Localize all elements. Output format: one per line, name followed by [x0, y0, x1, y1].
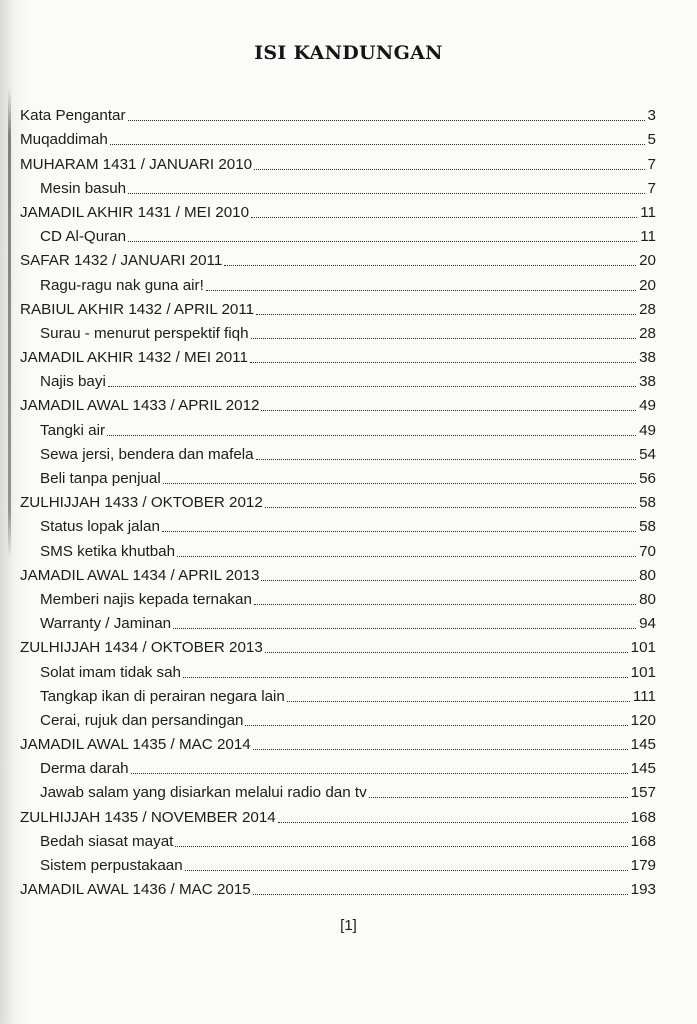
toc-entry-page: 120 — [630, 711, 656, 729]
dot-leader — [131, 773, 628, 774]
toc-entry-page: 101 — [630, 663, 656, 681]
toc-entry-page: 58 — [639, 494, 656, 512]
toc-entry-title: Beli tanpa penjual — [40, 470, 161, 487]
toc-subentry — [20, 536, 656, 560]
toc-entry-title: SMS ketika khutbah — [40, 542, 176, 560]
page-number: [1] — [340, 917, 357, 934]
dot-leader — [265, 652, 628, 653]
toc-subentry — [20, 512, 656, 536]
toc-subentry — [20, 270, 656, 294]
toc-subentry — [20, 706, 656, 730]
toc-subentry — [20, 754, 656, 778]
toc-entry-title: ZULHIJJAH 1435 / NOVEMBER 2014 — [20, 808, 276, 826]
toc-entry-page: 58 — [639, 518, 656, 536]
toc-subentry — [20, 464, 656, 488]
toc-entry-title: ZULHIJJAH 1433 / OKTOBER 2012 — [20, 494, 263, 512]
toc-section-entry — [20, 295, 656, 319]
toc-subentry — [20, 415, 656, 439]
dot-leader — [256, 314, 636, 315]
toc-entry-title: Cerai, rujuk dan persandingan — [40, 711, 244, 729]
toc-entry-page: 20 — [639, 276, 656, 294]
toc-entry-title: Bedah siasat mayat — [40, 832, 174, 850]
toc-entry-title: Sewa jersi, bendera dan mafela — [40, 445, 254, 463]
toc-section-entry — [20, 101, 656, 125]
toc-section-entry — [20, 198, 656, 222]
toc-entry-title: JAMADIL AWAL 1433 / APRIL 2012 — [20, 397, 260, 415]
toc-subentry — [20, 367, 656, 391]
toc-entry-title: Solat imam tidak sah — [40, 663, 181, 681]
toc-entry-title: Tangkap ikan di perairan negara lain — [40, 687, 285, 705]
dot-leader — [254, 604, 636, 605]
dot-leader — [185, 870, 628, 871]
toc-entry-title: Derma darah — [40, 760, 129, 778]
toc-entry-title: JAMADIL AKHIR 1432 / MEI 2011 — [20, 349, 248, 367]
dot-leader — [261, 580, 636, 581]
dot-leader — [278, 822, 628, 823]
toc-subentry — [20, 778, 656, 802]
toc-entry-page: 49 — [639, 397, 656, 415]
toc-entry-title: RABIUL AKHIR 1432 / APRIL 2011 — [20, 300, 255, 318]
dot-leader — [128, 120, 645, 121]
dot-leader — [261, 410, 636, 411]
toc-entry-page: 11 — [640, 228, 656, 246]
dot-leader — [173, 628, 636, 629]
dot-leader — [253, 749, 628, 750]
toc-entry-page: 193 — [630, 881, 656, 899]
dot-leader — [265, 507, 636, 508]
dot-leader — [177, 556, 636, 557]
dot-leader — [128, 241, 637, 242]
toc-entry-page: 38 — [639, 349, 656, 367]
toc-subentry — [20, 319, 656, 343]
toc-entry-title: ZULHIJJAH 1434 / OKTOBER 2013 — [20, 639, 263, 657]
toc-entry-page: 54 — [639, 445, 656, 463]
toc-entry-title: Mesin basuh — [40, 179, 127, 197]
dot-leader — [369, 797, 628, 798]
toc-section-entry — [20, 730, 656, 754]
binding-shadow — [8, 88, 11, 558]
toc-subentry — [20, 222, 656, 246]
toc-section-entry — [20, 488, 656, 512]
toc-entry-page: 179 — [630, 857, 656, 874]
toc-section-entry — [20, 802, 656, 826]
dot-leader — [251, 217, 637, 218]
toc-entry-page: 80 — [639, 566, 656, 584]
dot-leader — [108, 386, 636, 387]
toc-entry-page: 49 — [639, 421, 656, 439]
toc-entry-page: 70 — [639, 542, 656, 560]
toc-entry-title: JAMADIL AKHIR 1431 / MEI 2010 — [20, 203, 250, 221]
dot-leader — [251, 338, 637, 339]
toc-entry-title: Tangki air — [40, 421, 105, 439]
table-of-contents — [20, 101, 656, 899]
toc-subentry — [20, 585, 656, 609]
toc-section-entry — [20, 246, 656, 270]
toc-entry-page: 11 — [640, 203, 656, 221]
toc-entry-page: 7 — [647, 179, 656, 197]
toc-entry-title: Kata Pengantar — [20, 107, 126, 125]
toc-entry-page: 38 — [639, 373, 656, 391]
toc-subentry — [20, 682, 656, 706]
toc-entry-page: 5 — [647, 131, 656, 149]
toc-entry-page: 3 — [647, 107, 656, 125]
toc-entry-title: JAMADIL AWAL 1436 / MAC 2015 — [20, 881, 251, 899]
toc-entry-title: JAMADIL AWAL 1434 / APRIL 2013 — [20, 566, 260, 584]
toc-subentry — [20, 827, 656, 851]
toc-entry-title: Memberi najis kepada ternakan — [40, 590, 252, 608]
toc-section-entry — [20, 343, 656, 367]
toc-entry-page: 168 — [630, 832, 656, 850]
dot-leader — [163, 483, 636, 484]
toc-subentry — [20, 174, 656, 198]
dot-leader — [250, 362, 636, 363]
toc-subentry — [20, 657, 656, 681]
toc-entry-title: Muqaddimah — [20, 131, 108, 149]
page-title: ISI KANDUNGAN — [254, 42, 443, 64]
dot-leader — [254, 169, 644, 170]
toc-entry-page: 28 — [639, 300, 656, 318]
dot-leader — [162, 531, 636, 532]
toc-entry-title: Warranty / Jaminan — [40, 615, 172, 633]
toc-entry-page: 7 — [647, 155, 656, 173]
toc-section-entry — [20, 391, 656, 415]
toc-entry-title: Surau - menurut perspektif fiqh — [40, 324, 249, 342]
toc-entry-title: Jawab salam yang disiarkan melalui radio dan tv — [40, 784, 367, 802]
toc-entry-page: 145 — [630, 760, 656, 778]
dot-leader — [256, 459, 636, 460]
toc-entry-title: CD Al-Quran — [40, 228, 127, 246]
toc-entry-page: 28 — [639, 324, 656, 342]
toc-entry-page: 80 — [639, 590, 656, 608]
toc-entry-title: SAFAR 1432 / JANUARI 2011 — [20, 252, 223, 270]
dot-leader — [287, 701, 630, 702]
toc-entry-page: 168 — [630, 808, 656, 826]
toc-entry-title: Ragu-ragu nak guna air! — [40, 276, 204, 294]
toc-section-entry — [20, 875, 656, 899]
toc-entry-page: 56 — [639, 470, 656, 487]
toc-entry-page: 145 — [630, 736, 656, 754]
toc-section-entry — [20, 125, 656, 149]
toc-section-entry — [20, 149, 656, 173]
toc-section-entry — [20, 633, 656, 657]
dot-leader — [224, 265, 636, 266]
dot-leader — [128, 193, 644, 194]
toc-entry-title: Status lopak jalan — [40, 518, 160, 536]
toc-subentry — [20, 609, 656, 633]
toc-entry-page: 111 — [632, 687, 656, 705]
dot-leader — [253, 894, 628, 895]
toc-entry-title: JAMADIL AWAL 1435 / MAC 2014 — [20, 736, 251, 754]
toc-subentry — [20, 851, 656, 875]
toc-entry-page: 20 — [639, 252, 656, 270]
dot-leader — [110, 144, 645, 145]
toc-entry-title: Sistem perpustakaan — [40, 857, 183, 874]
dot-leader — [183, 677, 628, 678]
toc-subentry — [20, 440, 656, 464]
toc-entry-title: MUHARAM 1431 / JANUARI 2010 — [20, 155, 253, 173]
dot-leader — [107, 435, 636, 436]
toc-entry-page: 157 — [630, 784, 656, 802]
dot-leader — [175, 846, 627, 847]
dot-leader — [245, 725, 627, 726]
dot-leader — [206, 290, 636, 291]
toc-section-entry — [20, 561, 656, 585]
toc-entry-page: 94 — [639, 615, 656, 633]
toc-entry-title: Najis bayi — [40, 373, 106, 391]
toc-entry-page: 101 — [630, 639, 656, 657]
